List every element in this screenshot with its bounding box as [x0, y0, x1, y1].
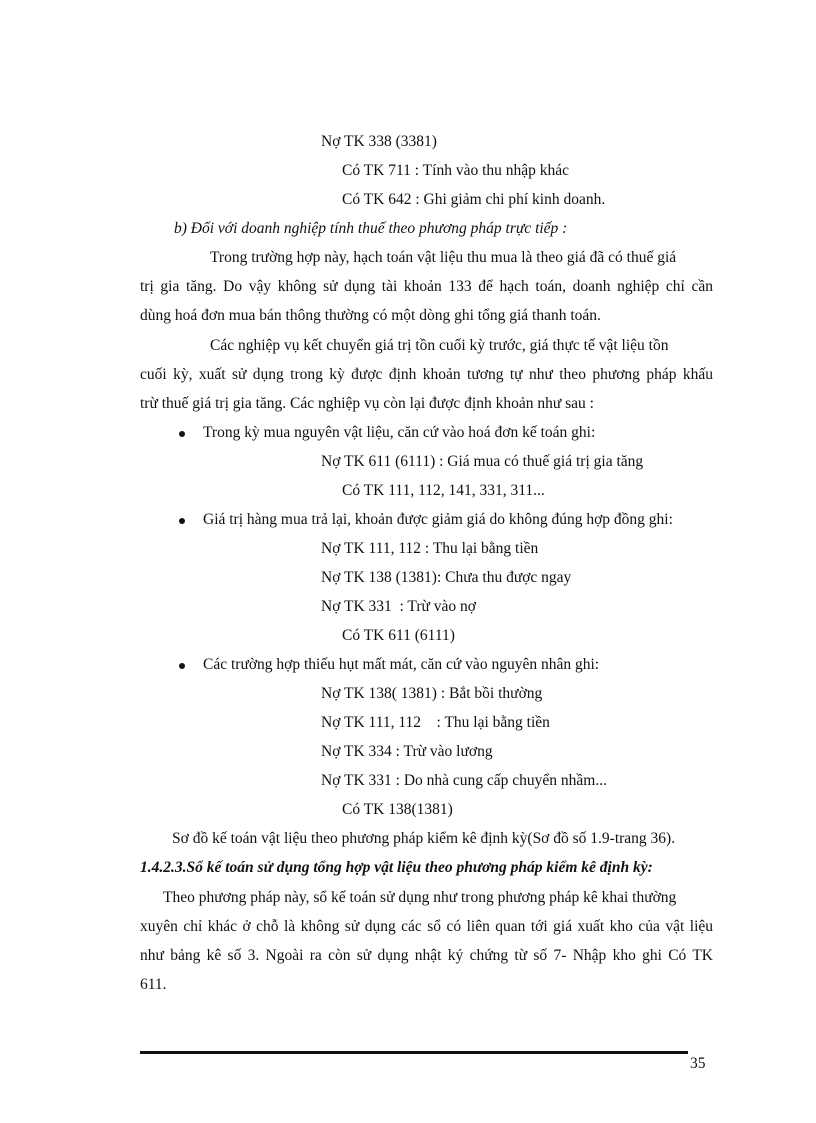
bullet-item: Trong kỳ mua nguyên vật liệu, căn cứ vào hoá đơn kế toán ghi: — [203, 424, 596, 441]
entry-line: Có TK 642 : Ghi giảm chi phí kinh doanh. — [342, 191, 606, 208]
entry-line: Nợ TK 138 (1381): Chưa thu được ngay — [321, 569, 572, 586]
entry-line: Có TK 711 : Tính vào thu nhập khác — [342, 162, 570, 179]
subsection-heading: b) Đối với doanh nghiệp tính thuế theo phương pháp trực tiếp : — [174, 220, 568, 237]
entry-line: Có TK 111, 112, 141, 331, 311... — [342, 482, 545, 499]
entry-line: Nợ TK 334 : Trừ vào lương — [321, 743, 493, 760]
paragraph-line: Trong trường hợp này, hạch toán vật liệu thu mua là theo giá đã có thuế giá — [210, 249, 677, 266]
paragraph-line: trị gia tăng. Do vậy không sử dụng tài khoản 133 để hạch toán, doanh nghiệp chỉ cần — [140, 278, 713, 295]
page-number: 35 — [690, 1055, 706, 1072]
bullet-icon — [179, 663, 185, 669]
paragraph-line: cuối kỳ, xuất sử dụng trong kỳ được định khoản tương tự như theo phương pháp khấu — [140, 366, 713, 383]
paragraph-line: như bảng kê số 3. Ngoài ra còn sử dụng nhật ký chứng từ số 7- Nhập kho ghi Có TK — [140, 947, 713, 964]
paragraph-line: Theo phương pháp này, sổ kế toán sử dụng như trong phương pháp kê khai thường — [163, 889, 677, 906]
bullet-icon — [179, 518, 185, 524]
entry-line: Nợ TK 138( 1381) : Bắt bồi thường — [321, 685, 543, 702]
paragraph-line: 611. — [140, 976, 167, 993]
section-heading: 1.4.2.3.Sổ kế toán sử dụng tổng hợp vật liệu theo phương pháp kiểm kê định kỳ: — [140, 859, 653, 876]
entry-line: Nợ TK 111, 112 : Thu lại bằng tiền — [321, 540, 539, 557]
entry-line: Có TK 611 (6111) — [342, 627, 455, 644]
paragraph-line: Các nghiệp vụ kết chuyển giá trị tồn cuối kỳ trước, giá thực tế vật liệu tồn — [210, 337, 669, 354]
entry-line: Nợ TK 611 (6111) : Giá mua có thuế giá trị gia tăng — [321, 453, 644, 470]
footer-divider — [140, 1051, 688, 1054]
bullet-item: Các trường hợp thiếu hụt mất mát, căn cứ vào nguyên nhân ghi: — [203, 656, 600, 673]
entry-line: Nợ TK 338 (3381) — [321, 133, 437, 150]
entry-line: Nợ TK 331 : Do nhà cung cấp chuyển nhầm... — [321, 772, 607, 789]
bullet-item: Giá trị hàng mua trả lại, khoản được giảm giá do không đúng hợp đồng ghi: — [203, 511, 673, 528]
entry-line: Có TK 138(1381) — [342, 801, 453, 818]
bullet-icon — [179, 431, 185, 437]
paragraph-line: dùng hoá đơn mua bán thông thường có một dòng ghi tổng giá thanh toán. — [140, 307, 601, 324]
paragraph-line: trừ thuế giá trị gia tăng. Các nghiệp vụ còn lại được định khoản như sau : — [140, 395, 594, 412]
entry-line: Nợ TK 331 : Trừ vào nợ — [321, 598, 476, 615]
paragraph-line: xuyên chỉ khác ở chỗ là không sử dụng các sổ có liên quan tới giá xuất kho của vật liệu — [140, 918, 713, 935]
diagram-reference: Sơ đồ kế toán vật liệu theo phương pháp kiểm kê định kỳ(Sơ đồ số 1.9-trang 36). — [172, 830, 676, 847]
entry-line: Nợ TK 111, 112 : Thu lại bằng tiền — [321, 714, 550, 731]
